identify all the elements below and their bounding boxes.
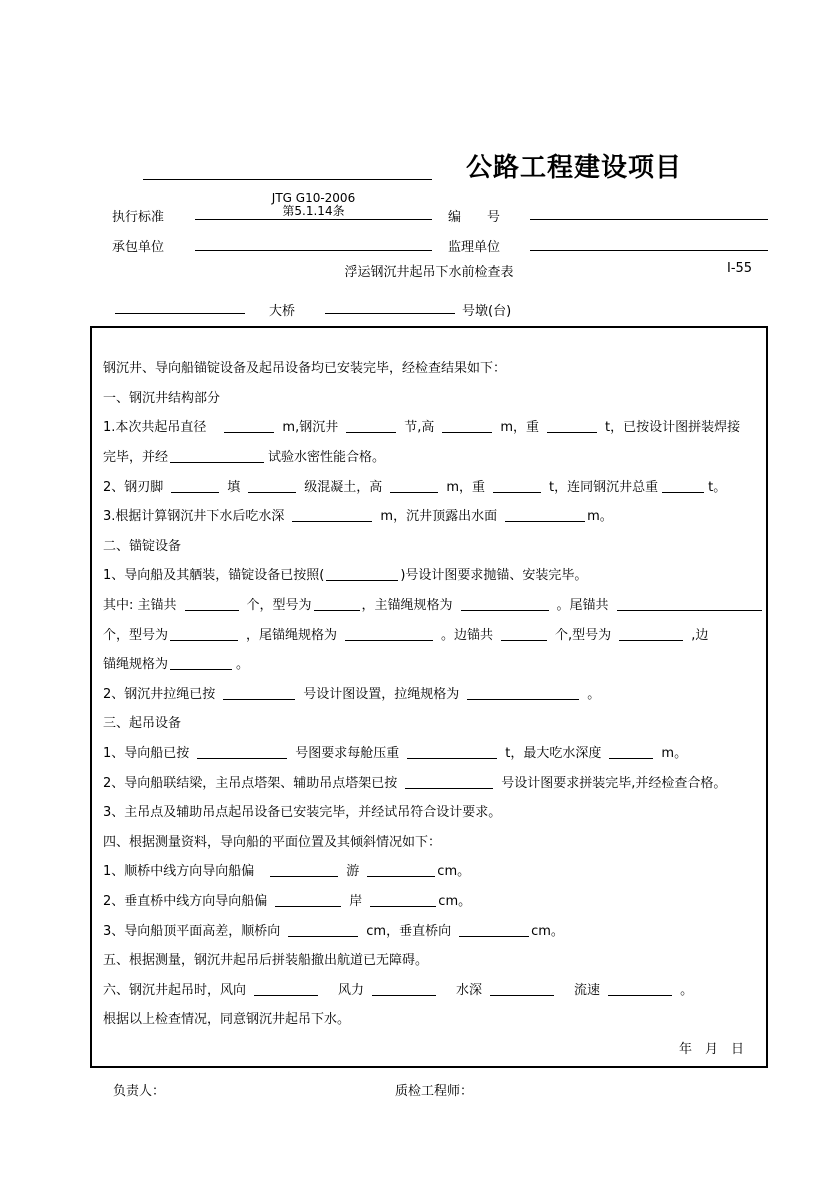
text-run: )号设计图要求抛锚、安装完毕。: [400, 568, 588, 584]
text-run: 游: [346, 864, 360, 880]
text-run: 个，型号为: [103, 627, 169, 643]
text-run: 流速: [574, 982, 601, 998]
s4-item1-line: [103, 855, 762, 885]
blank-field[interactable]: [270, 862, 338, 877]
text-run: 3.根据计算钢沉井下水后吃水深: [103, 509, 285, 525]
section6-line: [103, 973, 762, 1003]
text-run: 级混凝土，高: [304, 479, 383, 495]
section3-heading: [103, 707, 762, 737]
spacer: [326, 988, 338, 989]
text-run: 1.本次共起吊直径: [103, 420, 207, 436]
s3-item1-line: [103, 737, 762, 767]
blank-field[interactable]: [501, 626, 547, 641]
serial-label: 编 号: [448, 210, 501, 225]
text-run: 根据以上检查情况，同意钢沉井起吊下水。: [103, 1012, 351, 1028]
text-run: cm。: [531, 923, 564, 939]
spacer: [254, 869, 262, 870]
blank-field[interactable]: [170, 655, 232, 670]
blank-field[interactable]: [547, 418, 597, 433]
section1-heading: [103, 382, 762, 412]
text-run: 。: [236, 657, 250, 673]
text-run: 完毕，并经: [103, 450, 169, 466]
text-run: m，沉井顶露出水面: [380, 509, 498, 525]
pier-number-blank[interactable]: [325, 313, 455, 314]
supervisor-label: 监理单位: [448, 240, 501, 255]
form-title: 浮运钢沉井起吊下水前检查表: [344, 265, 514, 280]
blank-field[interactable]: [185, 596, 239, 611]
blank-field[interactable]: [442, 418, 492, 433]
standard-label: 执行标准: [112, 210, 165, 225]
spacer: [206, 425, 216, 426]
section2-heading: [103, 530, 762, 560]
s2-item1-line1: [103, 559, 762, 589]
blank-field[interactable]: [275, 892, 341, 907]
text-run: 节,高: [404, 420, 435, 436]
blank-field[interactable]: [405, 774, 493, 789]
text-run: 3、主吊点及辅助吊点起吊设备已安装完毕，并经试吊符合设计要求。: [103, 805, 502, 821]
s2-item1-line4: [103, 648, 762, 678]
text-run: 四、根据测量资料，导向船的平面位置及其倾斜情况如下：: [103, 834, 442, 850]
s4-item2-line: [103, 885, 762, 915]
text-run: 1、顺桥中线方向导向船偏: [103, 864, 255, 880]
blank-field[interactable]: [459, 922, 529, 937]
blank-field[interactable]: [345, 626, 433, 641]
blank-field[interactable]: [505, 507, 585, 522]
text-run: 三、起吊设备: [103, 716, 182, 732]
text-run: m。: [587, 509, 613, 525]
blank-field[interactable]: [608, 981, 672, 996]
pier-suffix-label: 号墩(台): [462, 304, 512, 319]
s2-item2-line: [103, 678, 762, 708]
blank-field[interactable]: [609, 744, 653, 759]
text-run: 岸: [349, 893, 363, 909]
text-run: 六、钢沉井起吊时，风向: [103, 982, 247, 998]
text-run: 二、锚锭设备: [103, 538, 182, 554]
text-run: 水深: [456, 982, 483, 998]
supervisor-blank[interactable]: [530, 250, 768, 251]
standard-underline: [195, 219, 432, 220]
text-run: 填: [227, 479, 241, 495]
text-run: ，尾锚绳规格为: [246, 627, 338, 643]
responsible-person-label: 负责人：: [113, 1084, 166, 1099]
text-run: 。: [680, 982, 694, 998]
blank-field[interactable]: [619, 626, 683, 641]
blank-field[interactable]: [292, 507, 372, 522]
section5-line: [103, 944, 762, 974]
blank-field[interactable]: [372, 981, 436, 996]
blank-field[interactable]: [248, 478, 296, 493]
blank-field[interactable]: [224, 418, 274, 433]
blank-field[interactable]: [617, 596, 762, 611]
text-run: 个，型号为: [246, 598, 312, 614]
blank-field[interactable]: [197, 744, 287, 759]
text-run: 其中: 主锚共: [103, 598, 177, 614]
text-run: t，最大吃水深度: [505, 746, 602, 762]
text-run: 2、钢刃脚: [103, 479, 164, 495]
text-run: ，主锚绳规格为: [361, 598, 453, 614]
blank-field[interactable]: [223, 685, 295, 700]
text-run: 号设计图设置，拉绳规格为: [303, 686, 460, 702]
text-run: 试验水密性能合格。: [268, 450, 386, 466]
blank-field[interactable]: [314, 596, 360, 611]
section4-heading: [103, 826, 762, 856]
intro-line: [103, 352, 762, 382]
spacer: [562, 988, 574, 989]
page-title: 公路工程建设项目: [466, 153, 683, 183]
blank-field[interactable]: [467, 685, 579, 700]
contractor-label: 承包单位: [112, 240, 165, 255]
text-run: 2、垂直桥中线方向导向船偏: [103, 893, 268, 909]
spacer: [444, 988, 456, 989]
text-run: cm，垂直桥向: [366, 923, 452, 939]
blank-field[interactable]: [170, 626, 238, 641]
serial-number-blank[interactable]: [530, 219, 768, 220]
text-run: 风力: [338, 982, 365, 998]
date-line: [103, 1033, 762, 1063]
form-code: I-55: [727, 261, 753, 276]
text-run: 2、钢沉井拉绳已按: [103, 686, 216, 702]
text-run: 号设计图要求拼装完毕,并经检查合格。: [501, 775, 727, 791]
qc-engineer-label: 质检工程师：: [395, 1084, 474, 1099]
blank-field[interactable]: [170, 448, 264, 463]
blank-field[interactable]: [254, 981, 318, 996]
text-run: cm。: [438, 893, 472, 909]
text-run: 年 月 日: [678, 1041, 744, 1057]
s2-item1-line3: [103, 618, 762, 648]
text-run: cm。: [437, 864, 471, 880]
s2-item1-line2: [103, 589, 762, 619]
s4-item3-line: [103, 914, 762, 944]
s1-item2-line: [103, 470, 762, 500]
blank-field[interactable]: [493, 478, 541, 493]
text-run: 号图要求每舱压重: [295, 746, 400, 762]
blank-field[interactable]: [461, 596, 549, 611]
form-body-box: [90, 326, 768, 1068]
blank-field[interactable]: [171, 478, 219, 493]
conclusion-line: [103, 1003, 762, 1033]
text-run: m。: [661, 746, 688, 762]
s3-item3-line: [103, 796, 762, 826]
s1-item1-line1: [103, 411, 762, 441]
blank-field[interactable]: [490, 981, 554, 996]
blank-field[interactable]: [346, 418, 396, 433]
text-run: t。: [708, 479, 727, 495]
bridge-name-blank[interactable]: [115, 313, 245, 314]
text-run: 钢沉井、导向船锚锭设备及起吊设备均已安装完毕，经检查结果如下：: [103, 361, 507, 377]
blank-field[interactable]: [407, 744, 497, 759]
blank-field[interactable]: [370, 892, 436, 907]
text-run: ,边: [691, 627, 709, 643]
text-run: t，连同钢沉井总重: [548, 479, 659, 495]
standard-value-field[interactable]: [195, 192, 432, 218]
text-run: 个,型号为: [555, 627, 612, 643]
text-run: 1、导向船已按: [103, 746, 190, 762]
blank-field[interactable]: [288, 922, 358, 937]
s1-item3-line: [103, 500, 762, 530]
standard-value-line2: 第5.1.14条: [282, 204, 345, 218]
s1-item1-line2: [103, 441, 762, 471]
text-run: m，重: [446, 479, 485, 495]
bridge-suffix-label: 大桥: [269, 304, 296, 319]
blank-field[interactable]: [326, 566, 398, 581]
s3-item2-line: [103, 766, 762, 796]
text-run: m,钢沉井: [282, 420, 339, 436]
text-run: t，已按设计图拼装焊接: [605, 420, 741, 436]
contractor-blank[interactable]: [195, 250, 432, 251]
text-run: 3、导向船顶平面高差，顺桥向: [103, 923, 281, 939]
text-run: 2、导向船联结梁，主吊点塔架、辅助吊点塔架已按: [103, 775, 398, 791]
standard-value-line1: JTG G10-2006: [271, 191, 356, 205]
text-run: 五、根据测量，钢沉井起吊后拼装船撤出航道已无障碍。: [103, 953, 429, 969]
text-run: 一、钢沉井结构部分: [103, 390, 221, 406]
blank-field[interactable]: [390, 478, 438, 493]
text-run: 。: [587, 686, 601, 702]
text-run: 1、导向船及其舾装，锚锭设备已按照(: [103, 568, 325, 584]
text-run: 。边锚共: [441, 627, 494, 643]
blank-field[interactable]: [367, 862, 435, 877]
text-run: 。尾锚共: [556, 598, 609, 614]
text-run: m，重: [500, 420, 540, 436]
project-name-blank[interactable]: [143, 179, 432, 180]
text-run: 锚绳规格为: [103, 657, 169, 673]
blank-field[interactable]: [662, 478, 704, 493]
